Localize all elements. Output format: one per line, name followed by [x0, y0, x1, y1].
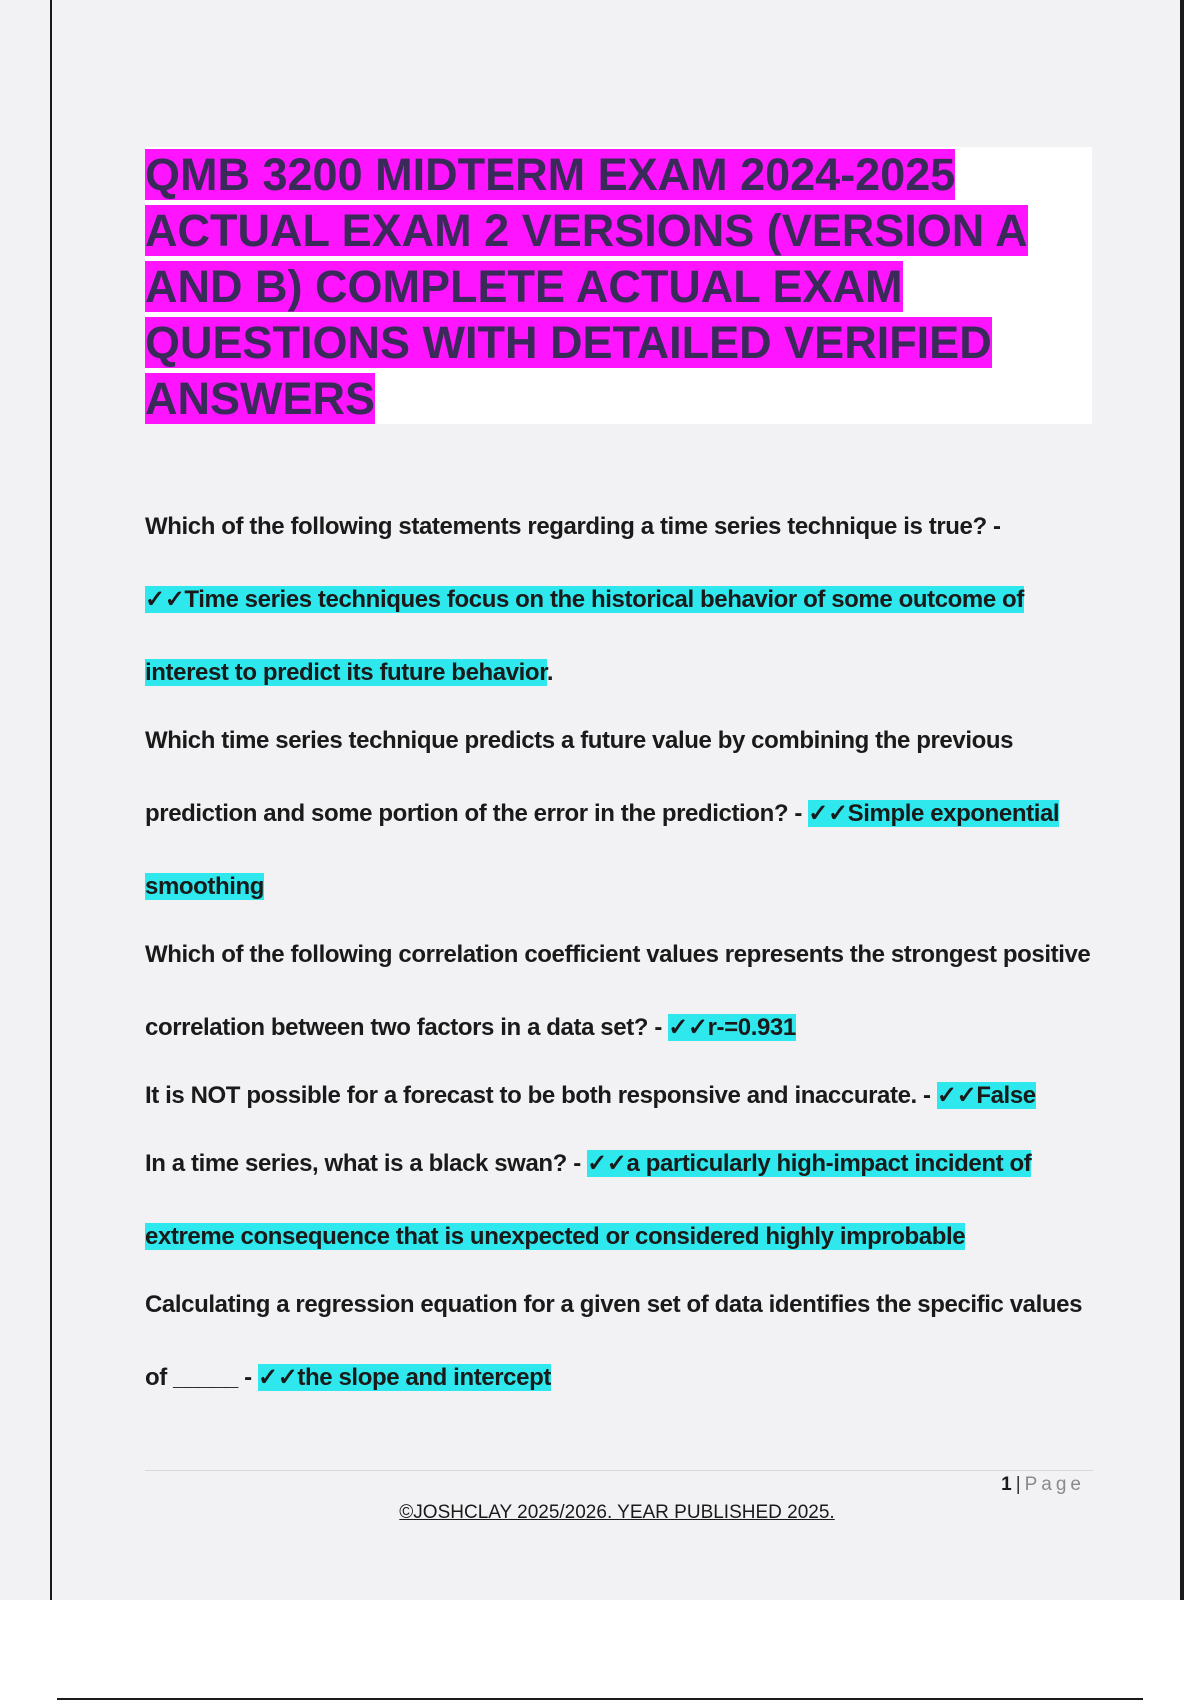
qa-list [145, 490, 1095, 1414]
question-text: It is NOT possible for a forecast to be both responsive and inaccurate. - [145, 1082, 937, 1109]
qa-item [145, 918, 1095, 1064]
answer-text: ✓✓a particularly high-impact incident of extreme consequence that is unexpected or considered highly improbable [145, 1150, 1032, 1250]
document-title-text: QMB 3200 MIDTERM EXAM 2024-2025 ACTUAL EXAM 2 VERSIONS (VERSION A AND B) COMPLETE ACTUAL EXAM QUESTIONS WITH DETAILED VERIFIED ANSWERS [145, 149, 1028, 424]
qa-item [145, 1268, 1095, 1414]
page-number-label: Page [1024, 1474, 1085, 1495]
qa-item [145, 1059, 1095, 1132]
page-number-separator: | [1015, 1474, 1021, 1495]
left-margin [0, 0, 50, 1600]
answer-text: ✓✓Time series techniques focus on the historical behavior of some outcome of interest to predict its future behavior [145, 586, 1024, 686]
question-text: Which time series technique predicts a future value by combining the previous prediction and some portion of the error in the prediction? - [145, 727, 1014, 827]
answer-trailing: . [546, 659, 554, 686]
answer-text: ✓✓r-=0.931 [668, 1014, 796, 1041]
copyright-notice: ©JOSHCLAY 2025/2026. YEAR PUBLISHED 2025. [399, 1502, 835, 1523]
question-text: Which of the following statements regarding a time series technique is true? - [145, 513, 1001, 540]
qa-item [145, 704, 1095, 923]
qa-item [145, 1127, 1095, 1273]
page-number [1001, 1474, 1085, 1496]
right-margin [1184, 0, 1200, 1600]
question-text: Calculating a regression equation for a given set of data identifies the specific values of _____ - [145, 1291, 1083, 1391]
footer-divider [145, 1470, 1093, 1471]
question-text: In a time series, what is a black swan? - [145, 1150, 588, 1177]
answer-text: ✓✓False [936, 1082, 1036, 1109]
answer-text: ✓✓the slope and intercept [258, 1364, 551, 1391]
qa-item [145, 490, 1095, 709]
document-title [145, 147, 1092, 427]
page-number-value: 1 [1001, 1474, 1012, 1495]
answer-text: ✓✓Simple exponential smoothing [145, 800, 1060, 900]
question-text: Which of the following correlation coefficient values represents the strongest positive correlation between two factors in a data set? - [145, 941, 1091, 1041]
